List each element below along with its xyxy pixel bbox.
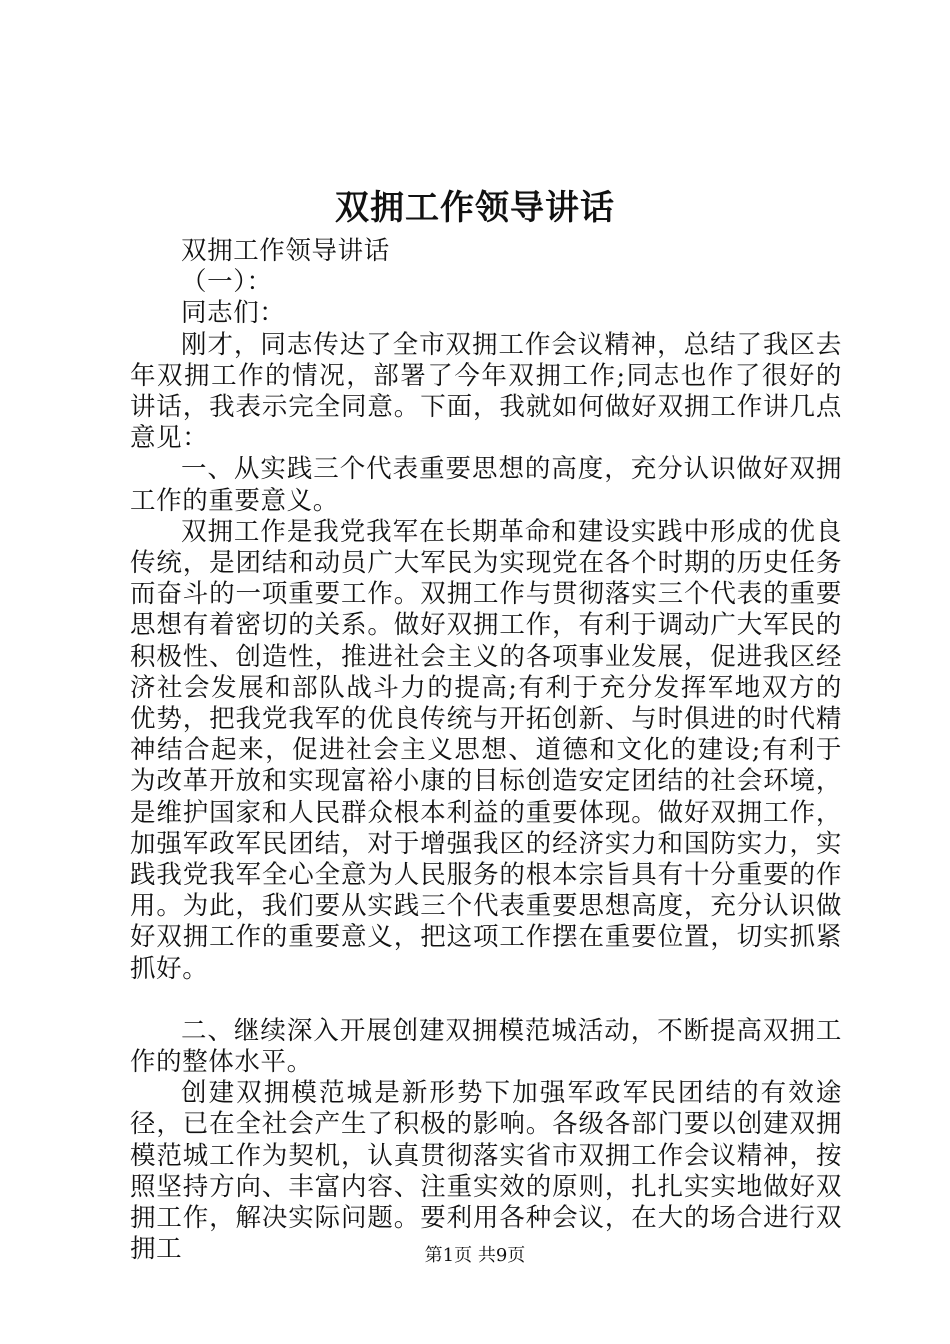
- paragraph-subtitle: 双拥工作领导讲话: [181, 236, 390, 266]
- paragraph-salutation: 同志们：: [181, 298, 286, 329]
- paragraph-body-one: 双拥工作是我党我军在长期革命和建设实践中形成的优良传统，是团结和动员广大军民为实现党在各个时期的历史任务而奋斗的一项重要工作。双拥工作与贯彻落实三个代表的重要思想有着密切的关系。做好双拥工作，有利于调动广大军民的积极性、创造性，推进社会主义的各项事业发展，促进我区经济社会发展和部队战斗力的提高;有利于充分发挥军地双方的优势，把我党我军的优良传统与开拓创新、与时俱进的时代精神结合起来，促进社会主义思想、道德和文化的建设;有利于为改革开放和实现富裕小康的目标创造安定团结的社会环境，是维护国家和人民群众根本利益的重要体现。做好双拥工作，加强军政军民团结，对于增强我区的经济实力和国防实力，实践我党我军全心全意为人民服务的根本宗旨具有十分重要的作用。为此，我们要从实践三个代表重要思想高度，充分认识做好双拥工作的重要意义，把这项工作摆在重要位置，切实抓紧抓好。: [130, 516, 842, 984]
- document-title: 双拥工作领导讲话: [335, 188, 615, 228]
- document-body: [130, 236, 842, 1266]
- paragraph-heading-one: 一、从实践三个代表重要思想的高度，充分认识做好双拥工作的重要意义。: [130, 454, 842, 516]
- paragraph-opening: 刚才，同志传达了全市双拥工作会议精神，总结了我区去年双拥工作的情况，部署了今年双拥工作;同志也作了很好的讲话，我表示完全同意。下面，我就如何做好双拥工作讲几点意见：: [130, 329, 842, 454]
- paragraph-heading-two: 二、继续深入开展创建双拥模范城活动，不断提高双拥工作的整体水平。: [130, 1015, 842, 1078]
- paragraph-body-two: 创建双拥模范城是新形势下加强军政军民团结的有效途径，已在全社会产生了积极的影响。各级各部门要以创建双拥模范城工作为契机，认真贯彻落实省市双拥工作会议精神，按照坚持方向、丰富内容、注重实效的原则，扎扎实实地做好双拥工作，解决实际问题。要利用各种会议，在大的场合进行双拥工: [130, 1078, 842, 1265]
- page-number-footer: 第1页 共9页: [424, 1245, 526, 1266]
- paragraph-section-marker: （一）：: [181, 267, 273, 298]
